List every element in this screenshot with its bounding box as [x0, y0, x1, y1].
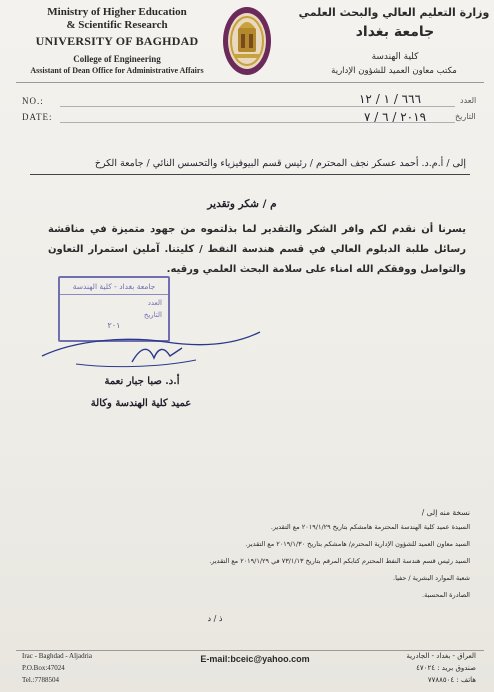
- issue-date: ٢٠١٩ / ٦ / ٧: [363, 110, 427, 124]
- ar-no-label: العدد: [460, 96, 477, 105]
- ar-college: كلية الهندسة: [371, 52, 419, 62]
- recipient-line: إلى / أ.م.د. أحمد عسكر نجف المحترم / رئيس قسم البيوفيزياء والتحسس النائي / جامعة الكرخ: [94, 158, 466, 169]
- footer-en-address-1: Irac - Baghdad - Aljadria: [22, 652, 92, 660]
- handwritten-signature: [36, 318, 266, 372]
- footer-en-address-2: P.O.Box:47024: [22, 664, 65, 672]
- footer-en-tel: Tel.:7788504: [22, 676, 60, 684]
- copy-item-1: السيدة عميد كلية الهندسة المحترمة هامشكم بتاريخ ٢٠١٩/١/٢٩ مع التقدير.: [270, 523, 470, 531]
- reference-number: ٦٦٦ / ١ / ١٢: [358, 92, 422, 106]
- en-ministry-line-2: & Scientific Research: [66, 19, 168, 31]
- no-rule: [60, 106, 455, 107]
- date-label: DATE:: [22, 112, 53, 122]
- footer-divider: [16, 650, 484, 651]
- copies-initials: ذ / د: [207, 614, 223, 623]
- ar-ministry: وزارة التعليم العالي والبحث العلمي: [298, 6, 490, 19]
- copy-item-4: شعبة الموارد البشرية / حفيا.: [393, 574, 470, 582]
- signatory-title: عميد كلية الهندسة وكالة: [90, 398, 192, 409]
- copies-heading: نسخة منه إلى /: [421, 508, 470, 517]
- signatory-name: أ.د. صبا جبار نعمة: [104, 376, 180, 387]
- en-university: UNIVERSITY OF BAGHDAD: [35, 34, 199, 48]
- ar-date-label: التاريخ: [455, 112, 476, 121]
- stamp-year: ٢٠١: [107, 321, 121, 330]
- copy-item-3: السيد رئيس قسم هندسة النفط المحترم كتابكم المرقم بتاريخ ٧٣/١/١٣ في ٢٠١٩/١/٢٩ مع التقدير.: [209, 557, 470, 565]
- header-divider: [16, 82, 484, 83]
- en-ministry-line-1: Ministry of Higher Education: [47, 6, 187, 18]
- stamp-no-label: العدد: [147, 299, 162, 307]
- subject: م / شكر وتقدير: [207, 198, 277, 210]
- footer-email[interactable]: E-mail:bceic@yahoo.com: [200, 654, 310, 664]
- footer-ar-address-1: العراق - بغداد - الجادرية: [406, 652, 476, 660]
- ar-office: مكتب معاون العميد للشؤون الإدارية: [331, 66, 457, 76]
- ar-university: جامعة بغداد: [355, 24, 435, 40]
- recipient-underline: [30, 174, 470, 175]
- stamp-title: جامعة بغداد - كلية الهندسة: [60, 282, 168, 295]
- stamp-date-label: التاريخ: [143, 311, 162, 319]
- en-office: Assistant of Dean Office for Administrative Affairs: [30, 66, 204, 75]
- footer-ar-address-2: صندوق بريد : ٤٧٠٢٤: [416, 664, 476, 672]
- footer-ar-tel: هاتف : ٧٧٨٨٥٠٤: [427, 676, 476, 684]
- university-emblem-icon: [221, 4, 273, 80]
- letter-body: يسرنا أن نقدم لكم وافر الشكر والتقدير لما بذلتموه من جهود متميزة في مناقشة رسائل طلبة الدبلوم العالي في قسم هندسة النفط / كليتنا. آملين استمرار التعاون والتواصل ووفقكم الله امناء على سلامة البحث العلمي ورقيه.: [48, 224, 466, 275]
- copy-item-5: الصادرة المحسبة.: [422, 591, 470, 599]
- en-college: College of Engineering: [73, 54, 161, 64]
- no-label: NO.:: [22, 96, 44, 106]
- copy-item-2: السيد معاون العميد للشؤون الإدارية المحترم/ هامشكم بتاريخ ٢٠١٩/١/٣٠ مع التقدير.: [245, 540, 470, 548]
